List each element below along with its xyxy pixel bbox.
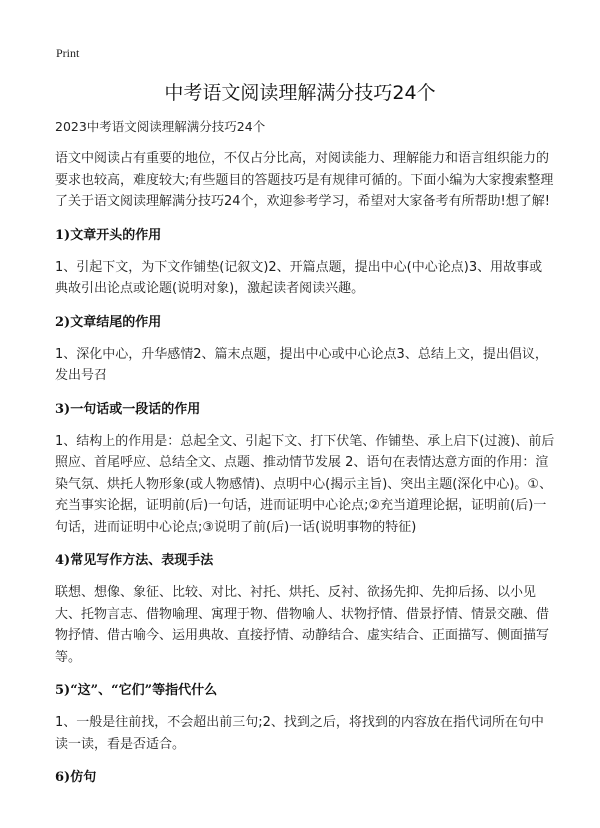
print-link[interactable]: Print bbox=[56, 46, 80, 60]
section-body-2: 1、深化中心，升华感情2、篇末点题，提出中心或中心论点3、总结上文，提出倡议，发出号召 bbox=[55, 346, 548, 383]
page-title: 中考语文阅读理解满分技巧24个 bbox=[164, 82, 436, 104]
article-body bbox=[55, 118, 555, 799]
section-heading-1: 1)文章开头的作用 bbox=[55, 227, 162, 243]
section-body-5: 1、一般是往前找，不会超出前三句;2、找到之后，将找到的内容放在指代词所在句中读一读，看是否适合。 bbox=[55, 715, 544, 752]
section-body-4: 联想、想像、象征、比较、对比、衬托、烘托、反衬、欲扬先抑、先抑后扬、以小见大、托物言志、借物喻理、寓理于物、借物喻人、状物抒情、借景抒情、情景交融、借物抒情、借古喻今、运用典故、直接抒情、动静结合、虚实结合、正面描写、侧面描写等。 bbox=[55, 585, 550, 665]
section-body-3: 1、结构上的作用是：总起全文、引起下文、打下伏笔、作铺垫、承上启下(过渡)、前后照应、首尾呼应、总结全文、点题、推动情节发展 2、语句在表情达意方面的作用：渲染气氛、烘托人物形象(或人物感情)、点明中心(揭示主旨)、突出主题(深化中心)。①、充当事实论据，证明前(后)一句话，进而证明中心论点;②充当道理论据，证明前(后)一句话，进而证明中心论点;③说明了前(后)一话(说明事物的特征) bbox=[55, 433, 555, 535]
section-heading-6: 6)仿句 bbox=[55, 770, 97, 785]
section-heading-5: 5)“这”、“它们”等指代什么 bbox=[55, 683, 218, 698]
section-body-1: 1、引起下文，为下文作铺垫(记叙文)2、开篇点题，提出中心(中心论点)3、用故事或典故引出论点或论题(说明对象)，激起读者阅读兴趣。 bbox=[55, 259, 543, 296]
section-heading-3: 3)一句话或一段话的作用 bbox=[55, 401, 201, 417]
article-subtitle: 2023中考语文阅读理解满分技巧24个 bbox=[55, 119, 266, 134]
intro-paragraph: 语文中阅读占有重要的地位，不仅占分比高，对阅读能力、理解能力和语言组织能力的要求也较高，难度较大;有些题目的答题技巧是有规律可循的。下面小编为大家搜索整理了关于语文阅读理解满分技巧24个，欢迎参考学习，希望对大家备考有所帮助!想了解! bbox=[55, 151, 554, 209]
section-heading-4: 4)常见写作方法、表现手法 bbox=[55, 553, 214, 568]
section-heading-2: 2)文章结尾的作用 bbox=[55, 314, 162, 330]
